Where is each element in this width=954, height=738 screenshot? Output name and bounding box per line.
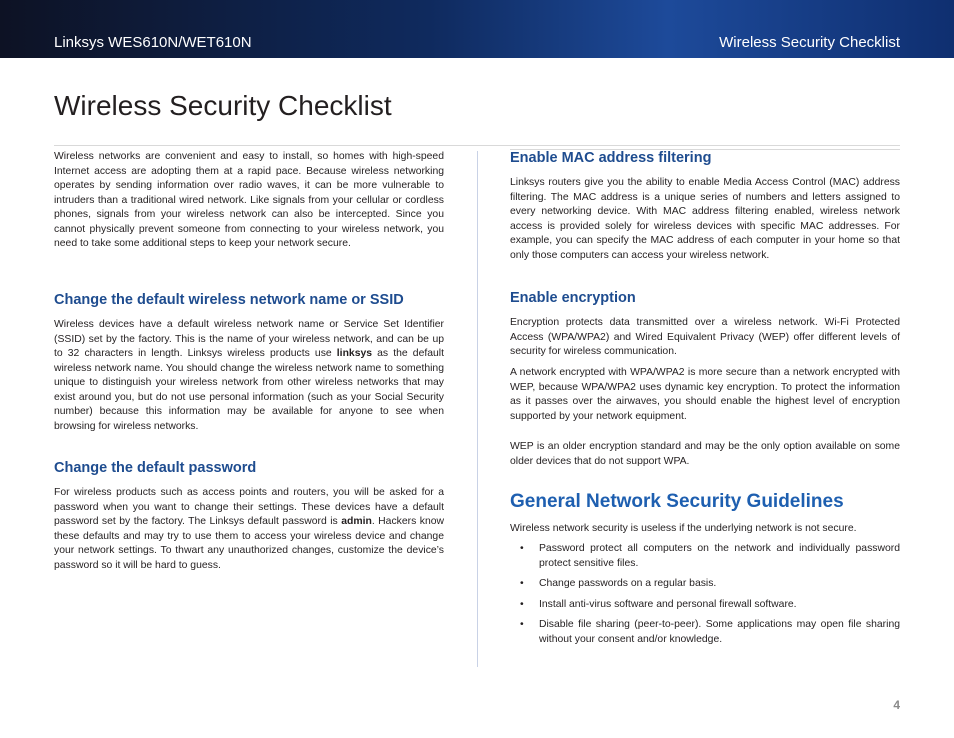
default-ssid-value: linksys — [336, 348, 373, 359]
page-title: Wireless Security Checklist — [54, 90, 392, 121]
password-paragraph: For wireless products such as access points and routers, you will be asked for a password when you want to change their settings. These devices have a default password set by the factory. The Linksys default password is admin. Hackers know these defaults and may try to use them to access your wireless device and change your network settings. To thwart any unauthorized changes, customize the device’s password so it will be hard to guess. — [54, 487, 445, 571]
guideline-item: • Change passwords on a regular basis. — [510, 577, 900, 593]
guidelines-intro: Wireless network security is useless if the underlying network is not secure. — [510, 523, 857, 534]
mac-paragraph: Linksys routers give you the ability to enable Media Access Control (MAC) address filtering. The MAC address is a unique series of numbers and letters assigned to every networking device. With MAC address filtering enabled, wireless network access is provided solely for wireless devices with specific MAC addresses. For example, you can specify the MAC address of each computer in your home so that only those computers can access your wireless network. — [510, 177, 900, 261]
default-password-value: admin — [341, 516, 372, 527]
guideline-item: • Install anti-virus software and personal firewall software. — [510, 598, 900, 614]
header-section-name: Wireless Security Checklist — [719, 34, 900, 51]
guideline-item: • Disable file sharing (peer-to-peer). Some applications may open file sharing without your consent and/or knowledge. — [520, 619, 900, 645]
password-heading: Change the default password — [54, 460, 257, 476]
encryption-paragraph-3: WEP is an older encryption standard and may be the only option available on some older devices that do not support WPA. — [510, 441, 900, 467]
mac-heading: Enable MAC address filtering — [510, 150, 712, 166]
bullet-icon: • — [520, 578, 524, 589]
encryption-paragraph-1: Encryption protects data transmitted over a wireless network. Wi-Fi Protected Access (WPA/WPA2) and Wired Equivalent Privacy (WEP) offer different levels of security for wireless communication. — [510, 317, 900, 357]
bullet-icon: • — [520, 543, 524, 554]
guideline-item: • Password protect all computers on the network and individually password protect sensitive files. — [520, 543, 900, 569]
page-header-band — [0, 0, 954, 58]
bullet-icon: • — [520, 619, 524, 630]
bullet-icon: • — [520, 599, 524, 610]
ssid-heading: Change the default wireless network name or SSID — [54, 292, 404, 308]
guidelines-heading: General Network Security Guidelines — [510, 491, 844, 512]
encryption-paragraph-2: A network encrypted with WPA/WPA2 is more secure than a network encrypted with WEP, because WPA/WPA2 uses dynamic key encryption. To protect the information as it passes over the airwaves, you should enable the highest level of encryption supported by your network equipment. — [510, 367, 900, 422]
intro-paragraph: Wireless networks are convenient and easy to install, so homes with high-speed Internet access are adopting them at a rapid pace. Because wireless networking operates by sending information over radio waves, it can be more vulnerable to intruders than a traditional wired network. Like signals from your cellular or cordless phones, signals from your wireless network can also be intercepted. Since you cannot physically prevent someone from connecting to your wireless network, you need to take some additional steps to keep your network secure. — [54, 151, 444, 249]
column-divider — [477, 151, 478, 667]
title-rule — [54, 145, 900, 146]
header-product-name: Linksys WES610N/WET610N — [54, 34, 252, 51]
encryption-heading: Enable encryption — [510, 290, 636, 306]
ssid-paragraph: Wireless devices have a default wireless network name or Service Set Identifier (SSID) set by the factory. This is the name of your wireless network, and can be up to 32 characters in length. Linksys wireless products use linksys as the default wireless network name. You should change the wireless network name to something unique to distinguish your wireless network from other wireless networks that may exist around you, but do not use personal information (such as your Social Security number) because this information may be available for anyone to see when browsing for wireless networks. — [54, 319, 444, 432]
page-number: 4 — [893, 698, 900, 712]
